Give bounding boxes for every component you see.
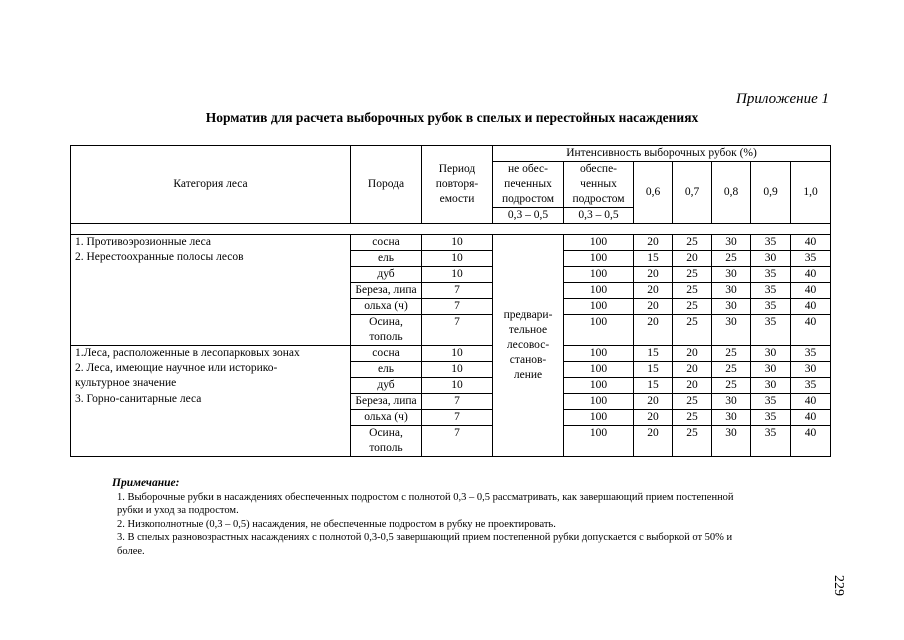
value-cell: 30	[751, 346, 791, 362]
period-cell: 7	[422, 394, 493, 410]
notes-heading: Примечание:	[112, 477, 180, 489]
period-cell: 10	[422, 251, 493, 267]
value-cell: 20	[634, 283, 673, 299]
value-cell: 25	[673, 299, 712, 315]
value-cell: 30	[712, 315, 751, 346]
provided-cell: 100	[564, 283, 634, 299]
provided-cell: 100	[564, 251, 634, 267]
note-3-continuation: более.	[117, 545, 145, 557]
period-cell: 7	[422, 315, 493, 346]
period-cell: 7	[422, 283, 493, 299]
period-cell: 7	[422, 426, 493, 457]
value-cell: 20	[634, 426, 673, 457]
value-cell: 30	[712, 283, 751, 299]
provided-cell: 100	[564, 299, 634, 315]
category-line: 2. Нерестоохранные полосы лесов	[75, 251, 244, 264]
value-cell: 25	[673, 410, 712, 426]
species-cell: Осина, тополь	[351, 426, 422, 457]
value-cell: 20	[634, 299, 673, 315]
value-cell: 15	[634, 362, 673, 378]
value-cell: 15	[634, 378, 673, 394]
value-cell: 35	[791, 251, 831, 267]
value-cell: 35	[751, 235, 791, 251]
provided-cell: 100	[564, 362, 634, 378]
value-cell: 40	[791, 315, 831, 346]
value-cell: 40	[791, 235, 831, 251]
header-density: 0,6	[634, 162, 673, 224]
value-cell: 35	[751, 315, 791, 346]
value-cell: 40	[791, 299, 831, 315]
value-cell: 40	[791, 426, 831, 457]
note-1: 1. Выборочные рубки в насаждениях обеспеченных подростом с полнотой 0,3 – 0,5 рассматривать, как завершающий прием постепенной	[117, 491, 734, 503]
value-cell: 25	[673, 283, 712, 299]
species-cell: сосна	[351, 346, 422, 362]
value-cell: 15	[634, 251, 673, 267]
value-cell: 25	[673, 426, 712, 457]
value-cell: 40	[791, 410, 831, 426]
page-number: 229	[831, 575, 846, 596]
density-range-2: 0,3 – 0,5	[564, 208, 634, 224]
species-cell: ольха (ч)	[351, 410, 422, 426]
header-density: 0,8	[712, 162, 751, 224]
value-cell: 20	[634, 410, 673, 426]
value-cell: 30	[751, 378, 791, 394]
header-provided-sub: подростом	[564, 192, 634, 208]
value-cell: 35	[751, 267, 791, 283]
value-cell: 30	[751, 251, 791, 267]
header-category: Категория леса	[71, 146, 351, 224]
value-cell: 40	[791, 283, 831, 299]
header-not-provided-sub: подростом	[493, 192, 564, 208]
header-density: 1,0	[791, 162, 831, 224]
period-cell: 10	[422, 378, 493, 394]
value-cell: 25	[712, 251, 751, 267]
provided-cell: 100	[564, 378, 634, 394]
value-cell: 35	[751, 410, 791, 426]
species-cell: дуб	[351, 267, 422, 283]
value-cell: 30	[712, 267, 751, 283]
value-cell: 35	[751, 283, 791, 299]
value-cell: 30	[712, 394, 751, 410]
value-cell: 35	[751, 426, 791, 457]
provided-cell: 100	[564, 410, 634, 426]
value-cell: 20	[673, 346, 712, 362]
header-provided: обеспе- ченных	[564, 162, 634, 193]
value-cell: 30	[712, 410, 751, 426]
note-3: 3. В спелых разновозрастных насаждениях с полнотой 0,3-0,5 завершающий прием постепенной рубки допускается с выборкой от 50% и	[117, 532, 733, 543]
value-cell: 20	[634, 267, 673, 283]
species-cell: дуб	[351, 378, 422, 394]
value-cell: 35	[751, 394, 791, 410]
value-cell: 30	[712, 235, 751, 251]
value-cell: 35	[791, 378, 831, 394]
header-intensity: Интенсивность выборочных рубок (%)	[493, 146, 831, 162]
value-cell: 20	[673, 362, 712, 378]
category-cell	[71, 346, 351, 457]
value-cell: 35	[791, 346, 831, 362]
value-cell: 40	[791, 267, 831, 283]
provided-cell: 100	[564, 315, 634, 346]
category-line: культурное значение	[75, 377, 177, 390]
value-cell: 20	[634, 315, 673, 346]
provided-cell: 100	[564, 394, 634, 410]
value-cell: 15	[634, 346, 673, 362]
value-cell: 25	[673, 394, 712, 410]
category-line: 1.Леса, расположенные в лесопарковых зонах	[75, 347, 300, 359]
species-cell: сосна	[351, 235, 422, 251]
merged-reforestation-cell: предвари- тельное лесовос- станов- ление	[493, 235, 564, 457]
value-cell: 30	[712, 299, 751, 315]
value-cell: 25	[712, 362, 751, 378]
category-cell	[71, 235, 351, 346]
provided-cell: 100	[564, 426, 634, 457]
header-not-provided: не обес- печенных	[493, 162, 564, 193]
header-species: Порода	[351, 146, 422, 224]
value-cell: 20	[634, 235, 673, 251]
provided-cell: 100	[564, 235, 634, 251]
note-1-continuation: рубки и уход за подростом.	[117, 505, 239, 516]
provided-cell: 100	[564, 267, 634, 283]
period-cell: 10	[422, 235, 493, 251]
species-cell: Береза, липа	[351, 283, 422, 299]
value-cell: 25	[673, 315, 712, 346]
provided-cell: 100	[564, 346, 634, 362]
category-line: 1. Противоэрозионные леса	[75, 236, 211, 248]
value-cell: 25	[712, 346, 751, 362]
period-cell: 7	[422, 410, 493, 426]
value-cell: 20	[673, 251, 712, 267]
period-cell: 10	[422, 267, 493, 283]
value-cell: 20	[673, 378, 712, 394]
value-cell: 30	[791, 362, 831, 378]
spacer-row	[71, 224, 831, 235]
header-period: Период повторя- емости	[422, 146, 493, 224]
table-row	[71, 235, 831, 251]
species-cell: ольха (ч)	[351, 299, 422, 315]
species-cell: Осина, тополь	[351, 315, 422, 346]
header-density: 0,9	[751, 162, 791, 224]
norm-table	[70, 145, 831, 457]
value-cell: 25	[712, 378, 751, 394]
species-cell: ель	[351, 251, 422, 267]
value-cell: 20	[634, 394, 673, 410]
value-cell: 25	[673, 267, 712, 283]
period-cell: 10	[422, 346, 493, 362]
period-cell: 7	[422, 299, 493, 315]
value-cell: 30	[751, 362, 791, 378]
density-range-1: 0,3 – 0,5	[493, 208, 564, 224]
value-cell: 30	[712, 426, 751, 457]
period-cell: 10	[422, 362, 493, 378]
value-cell: 35	[751, 299, 791, 315]
value-cell: 25	[673, 235, 712, 251]
notes-section	[103, 477, 829, 558]
species-cell: ель	[351, 362, 422, 378]
species-cell: Береза, липа	[351, 394, 422, 410]
document-title: Норматив для расчета выборочных рубок в спелых и перестойных насаждениях	[205, 110, 699, 125]
header-density: 0,7	[673, 162, 712, 224]
category-line: 3. Горно-санитарные леса	[75, 392, 202, 405]
appendix-label: Приложение 1	[736, 91, 829, 107]
category-line: 2. Леса, имеющие научное или историко-	[75, 362, 278, 375]
value-cell: 40	[791, 394, 831, 410]
note-2: 2. Низкополнотные (0,3 – 0,5) насаждения, не обеспеченные подростом в рубку не проектировать.	[117, 518, 556, 530]
table-row	[71, 346, 831, 362]
